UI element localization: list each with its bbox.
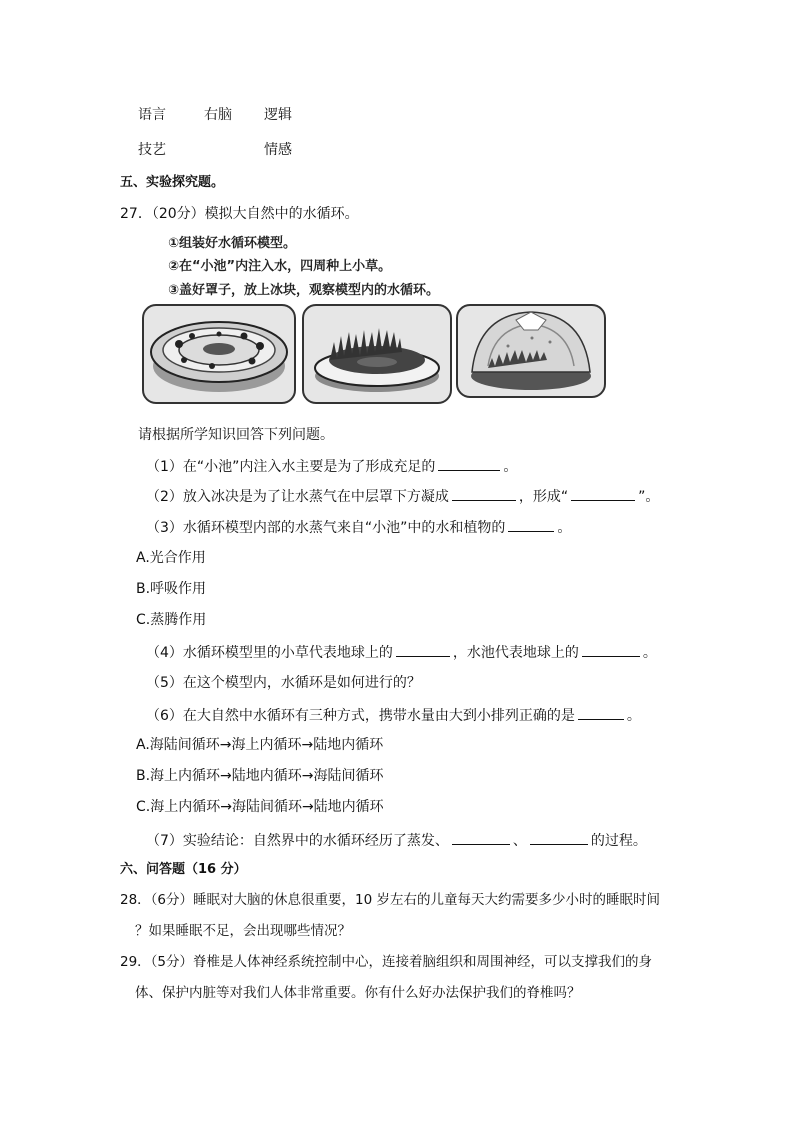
photo-covered-model <box>456 304 606 398</box>
q27-sub2: （2）放入冰决是为了让水蒸气在中层罩下方凝成 ，形成“ ”。 <box>146 489 660 505</box>
answer-blank-7b[interactable] <box>530 832 588 845</box>
answer-blank-3[interactable] <box>508 519 554 532</box>
q28-line2: ？如果睡眠不足，会出现哪些情况？ <box>135 923 351 939</box>
term-logic: 逻辑 <box>264 107 292 123</box>
water-cycle-figure <box>140 232 602 406</box>
q27-sub3-option-c: C.蒸腾作用 <box>136 612 207 628</box>
step-3: ③盖好罩子，放上冰块，观察模型内的水循环。 <box>168 283 440 298</box>
q27-sub3-option-b: B.呼吸作用 <box>136 581 207 597</box>
q28-line1: 28．（6分）睡眠对大脑的休息很重要，10 岁左右的儿童每天大约需要多少小时的睡眠时间 <box>120 892 660 908</box>
term-right-brain: 右脑 <box>204 107 232 123</box>
q27-sub7: （7）实验结论：自然界中的水循环经历了蒸发、 、 的过程。 <box>146 833 647 849</box>
section-6-title: 六、问答题（16 分） <box>120 862 247 877</box>
q29-line2: 体、保护内脏等对我们人体非常重要。你有什么好办法保护我们的脊椎吗？ <box>135 985 581 1001</box>
answer-blank-4a[interactable] <box>396 644 450 657</box>
q27-sub1: （1）在“小池”内注入水主要是为了形成充足的 。 <box>146 459 518 475</box>
answer-blank-2b[interactable] <box>571 488 635 501</box>
step-1: ①组装好水循环模型。 <box>168 236 297 251</box>
q29-line1: 29．（5分）脊椎是人体神经系统控制中心，连接着脑组织和周围神经，可以支撑我们的身 <box>120 954 653 970</box>
answer-blank-4b[interactable] <box>582 644 640 657</box>
q27-sub3: （3）水循环模型内部的水蒸气来自“小池”中的水和植物的 。 <box>146 520 572 536</box>
section-5-title: 五、实验探究题。 <box>120 175 225 190</box>
term-emotion: 情感 <box>264 142 292 158</box>
q27-sub6-option-b: B.海上内循环→陆地内循环→海陆间循环 <box>136 768 384 784</box>
photo-assembled-model <box>142 304 296 404</box>
photo-pool-with-grass <box>302 304 452 404</box>
q27-sub6-option-a: A.海陆间循环→海上内循环→陆地内循环 <box>136 737 384 753</box>
term-skill: 技艺 <box>138 142 166 158</box>
q27-sub6-option-c: C.海上内循环→海陆间循环→陆地内循环 <box>136 799 384 815</box>
term-language: 语言 <box>138 107 166 123</box>
answer-blank-6[interactable] <box>578 707 624 720</box>
q27-title: 27．（20分）模拟大自然中的水循环。 <box>120 206 359 222</box>
step-2: ②在“小池”内注入水，四周种上小草。 <box>168 259 392 274</box>
q27-sub3-option-a: A.光合作用 <box>136 550 206 566</box>
answer-blank-1[interactable] <box>438 458 500 471</box>
q27-sub5: （5）在这个模型内，水循环是如何进行的？ <box>146 675 421 691</box>
answer-blank-2a[interactable] <box>452 488 516 501</box>
q27-sub6: （6）在大自然中水循环有三种方式，携带水量由大到小排列正确的是 。 <box>146 708 641 724</box>
answer-blank-7a[interactable] <box>452 832 510 845</box>
q27-sub4: （4）水循环模型里的小草代表地球上的 ，水池代表地球上的 。 <box>146 645 657 661</box>
q27-intro: 请根据所学知识回答下列问题。 <box>138 427 334 443</box>
